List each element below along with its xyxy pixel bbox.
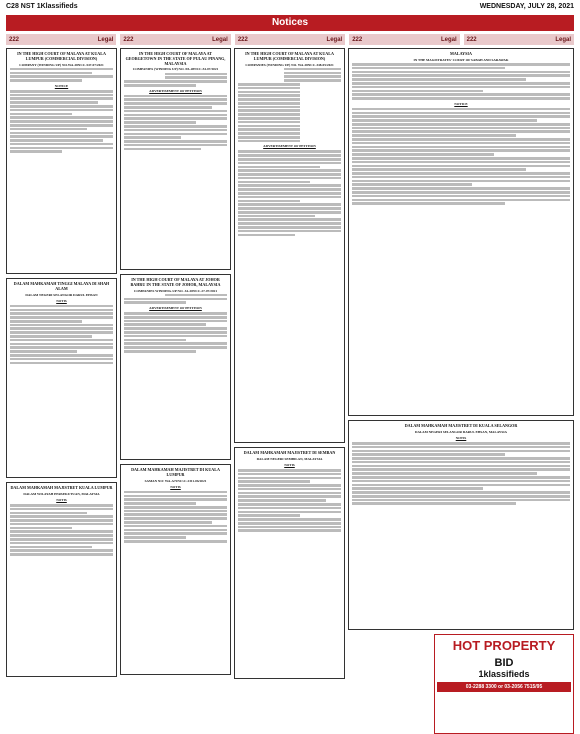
category-header: 222 Legal (464, 34, 574, 45)
category-header-row (6, 34, 574, 45)
section-banner: Notices (6, 15, 574, 31)
legal-notice: DALAM MAHKAMAH MAJISTRET DI KUALA SELANGOR DALAM NEGERI SELANGOR DARUL EHSAN, MALAYSIA NOTIS (348, 420, 574, 630)
legal-notice: MALAYSIA IN THE MAGISTRATES' COURT OF SABAH AND SARAWAK NOTICE (348, 48, 574, 416)
column-3 (234, 48, 345, 683)
legal-notice: IN THE HIGH COURT OF MALAYA AT JOHOR BAHRU IN THE STATE OF JOHOR, MALAYSIA COMPANIES WINDING-UP NO. JA-28NCC-27-07/2021 ADVERTISEMENT OF PETITION (120, 274, 231, 460)
column-2 (120, 48, 231, 679)
legal-notice: DALAM MAHKAMAH MAJISTRET KUALA LUMPUR DALAM WILAYAH PERSEKUTUAN, MALAYSIA NOTIS (6, 482, 117, 677)
column-1 (6, 48, 117, 681)
category-header: 222 Legal (120, 34, 230, 45)
page-date: WEDNESDAY, JULY 28, 2021 (479, 3, 574, 10)
legal-notice: DALAM MAHKAMAH TINGGI MALAYA DI SHAH ALAM DALAM NEGERI SELANGOR DARUL EHSAN NOTIS (6, 278, 117, 478)
legal-notice: IN THE HIGH COURT OF MALAYA AT GEORGETOWN IN THE STATE OF PULAU PINANG, MALAYSIA COMPANIES (WINDING UP) NO. PA-28NCC-54-07/2021 ADVERTISEMENT OF PETITION (120, 48, 231, 270)
category-header: 222 Legal (6, 34, 116, 45)
promo-brand: 1klassifieds (478, 669, 530, 679)
column-4 (348, 48, 574, 734)
promo-title: HOT PROPERTY (452, 638, 556, 653)
legal-notice: DALAM MAHKAMAH MAJISTRET DI KUALA LUMPUR SAMAN NO: WA-A72NCvC-2311-06/2021 NOTIS (120, 464, 231, 675)
category-header: 222 Legal (349, 34, 459, 45)
hot-property-promo[interactable] (434, 634, 574, 734)
promo-phone: 03-2288 3300 or 03-2056 7515/95 (437, 682, 571, 692)
legal-notice: IN THE HIGH COURT OF MALAYA AT KUALA LUMPUR (COMMERCIAL DIVISION) COMPANY (WINDING UP) NO.WA-28NCC-547-07/2021 NOTICE (6, 48, 117, 274)
page-header (0, 0, 580, 13)
category-header: 222 Legal (235, 34, 345, 45)
legal-notice: IN THE HIGH COURT OF MALAYA AT KUALA LUMPUR (COMMERCIAL DIVISION) COMPANIES (WINDING UP) NO. WA-28NCC-348-05/2021 ADVERTISEMENT OF PETITION (234, 48, 345, 443)
promo-bid: BID (494, 657, 514, 669)
page-number: C28 NST 1Klassifieds (6, 3, 78, 10)
legal-notice: DALAM MAHKAMAH MAJISTRET DI SEMBAN DALAM NEGERI SEMBILAN, MALAYSIA NOTIS (234, 447, 345, 679)
